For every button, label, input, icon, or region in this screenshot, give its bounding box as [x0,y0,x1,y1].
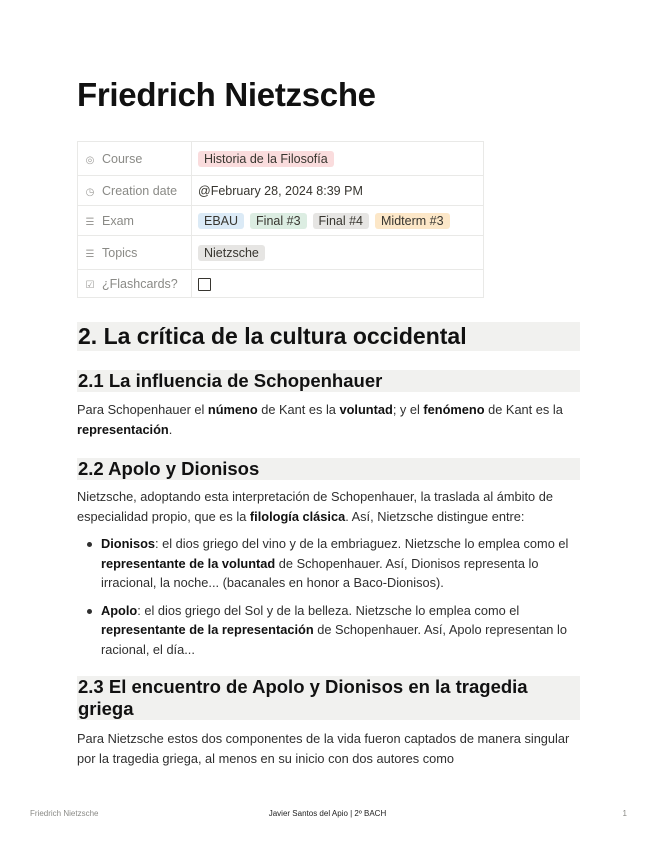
property-key [78,270,192,298]
text-run: de Kant es la [484,402,563,417]
text-run: : el dios griego del Sol y de la belleza. Nietzsche lo emplea como el [137,602,520,618]
property-row-topics [78,236,484,270]
list-icon: ☰ [85,248,95,260]
text-run: Nietzsche, adoptando esta interpretación de Schopenhauer, la traslada al ámbito de especialidad propio, que es la [77,489,553,524]
list-item [77,534,579,593]
bold-text: filología clásica [249,508,346,524]
property-label: Topics [102,245,138,260]
property-value [192,270,484,298]
bold-text: númeno [207,402,258,417]
property-label: Exam [102,213,134,228]
exam-tag[interactable]: EBAU [198,213,244,229]
property-row-flashcards [78,270,484,298]
text-run: . [168,421,173,437]
section-heading-2-2: 2.2 Apolo y Dionisos [77,458,580,480]
property-key [78,142,192,176]
text-run: : el dios griego del vino y de la embriaguez. Nietzsche lo emplea como el [155,536,569,551]
list-item [77,601,579,660]
text-run: de Kant es la [257,402,340,417]
bold-text: representante de la voluntad [101,555,276,571]
section-heading-2-1: 2.1 La influencia de Schopenhauer [77,370,580,392]
property-key [78,176,192,206]
clock-icon: ◷ [85,186,95,198]
text-run: de Schopenhauer. Así, Apolo representan lo racional, el día... [101,622,567,657]
text-run: Para Schopenhauer el [77,402,208,417]
course-tag[interactable]: Historia de la Filosofía [198,151,334,167]
flashcards-checkbox[interactable] [198,278,211,291]
exam-tag[interactable]: Midterm #3 [375,213,450,229]
property-value[interactable] [192,236,484,270]
property-label: Creation date [102,183,178,198]
exam-tag[interactable]: Final #4 [313,213,369,229]
section-heading-2-3: 2.3 El encuentro de Apolo y Dionisos en la tragedia griega [77,676,580,720]
text-run: . Así, Nietzsche distingue entre: [345,508,525,524]
paragraph: Para Nietzsche estos dos componentes de la vida fueron captados de manera singular por la tragedia griega, al menos en su inicio con dos autores como [77,731,570,766]
bold-text: representación [77,421,169,437]
exam-tag[interactable]: Final #3 [250,213,306,229]
property-label: Course [102,151,143,166]
bold-text: voluntad [339,402,393,417]
checkbox-icon: ☑ [85,279,95,291]
text-run: ; y el [392,402,424,417]
bullet-icon [87,609,92,614]
property-label: ¿Flashcards? [102,276,178,291]
property-row-course [78,142,484,176]
paragraph [77,400,579,439]
property-row-exam [78,206,484,236]
property-key [78,236,192,270]
bold-text: Dionisos [101,536,156,551]
target-icon: ◎ [85,154,95,166]
property-value[interactable] [192,142,484,176]
bold-text: fenómeno [423,402,485,417]
property-row-creation-date [78,176,484,206]
properties-table [77,141,484,298]
section-heading-2: 2. La crítica de la cultura occidental [77,322,580,351]
property-key [78,206,192,236]
topic-tag[interactable]: Nietzsche [198,245,265,261]
list-icon: ☰ [85,216,95,228]
page-title: Friedrich Nietzsche [77,76,376,113]
creation-date-value: @February 28, 2024 8:39 PM [192,176,484,206]
bold-text: Apolo [101,602,138,618]
paragraph [77,487,579,526]
bullet-list [77,534,579,659]
text-run: de Schopenhauer. Así, Dionisos representa lo irracional, la noche... (bacanales en honor a Baco-Dionisos). [101,555,539,590]
footer-center: Javier Santos del Apio | 2º BACH [268,809,387,818]
page-number: 1 [622,809,627,818]
bullet-icon [87,542,92,547]
property-value[interactable] [192,206,484,236]
footer-left: Friedrich Nietzsche [30,809,99,818]
bold-text: representante de la representación [101,622,314,637]
